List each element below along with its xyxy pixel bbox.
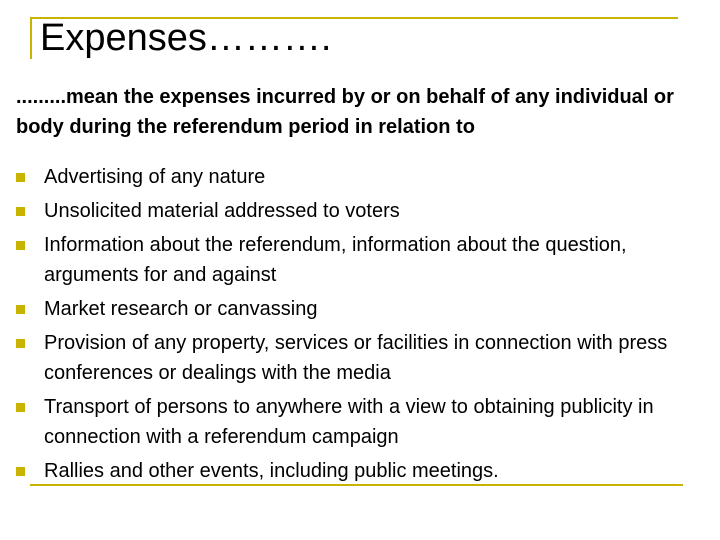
square-bullet-icon (16, 339, 25, 348)
square-bullet-icon (16, 467, 25, 476)
bullet-text: Advertising of any nature (44, 166, 266, 188)
square-bullet-icon (16, 403, 25, 412)
bullet-item (16, 196, 696, 226)
bullet-item (16, 456, 696, 486)
bullet-item (16, 392, 696, 452)
square-bullet-icon (16, 305, 25, 314)
bullet-item (16, 230, 696, 290)
bullet-text: Rallies and other events, including public meetings. (44, 460, 499, 482)
intro-paragraph: .........mean the expenses incurred by or on behalf of any individual or body during the referendum period in relation to (16, 86, 674, 138)
square-bullet-icon (16, 207, 25, 216)
bullet-text: Transport of persons to anywhere with a view to obtaining publicity in connection with a referendum campaign (44, 396, 654, 448)
square-bullet-icon (16, 173, 25, 182)
bullet-text: Provision of any property, services or facilities in connection with press conferences or dealings with the media (44, 332, 668, 384)
slide-title: Expenses………. (40, 17, 332, 59)
bottom-rule (30, 484, 683, 486)
bullet-text: Unsolicited material addressed to voters (44, 200, 400, 222)
title-left-rule (30, 17, 32, 59)
bullet-item (16, 162, 696, 192)
bullet-text: Market research or canvassing (44, 298, 318, 320)
bullet-list (16, 162, 696, 490)
bullet-item (16, 294, 696, 324)
square-bullet-icon (16, 241, 25, 250)
bullet-text: Information about the referendum, information about the question, arguments for and against (44, 234, 627, 286)
bullet-item (16, 328, 696, 388)
